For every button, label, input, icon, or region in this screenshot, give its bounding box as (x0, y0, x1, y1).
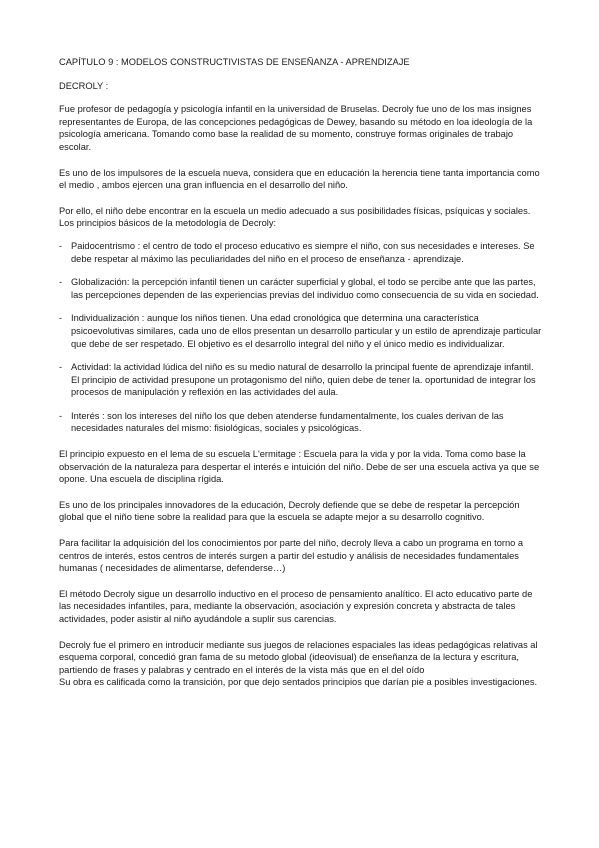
principles-list (59, 240, 544, 435)
list-item-individualizacion: - Individualización : aunque los niños tienen. Una edad cronológica que determina una característica psicoevolutivas similares, cada uno de ellos presentan un desarrollo particular y un estilo de aprendizaje particular que debe de ser respetado. El objetivo es el desarrollo integral del niño y el único medio es individualizar. (59, 312, 544, 350)
paragraph-biography: Fue profesor de pedagogía y psicología infantil en la universidad de Bruselas. Decroly fue uno de los mas insignes representantes de Europa, de las concepciones pedagógicas de Dewey, basando su método en loa ideología de la psicología americana. Tomando como base la realidad de su momento, construye formas originales de trabajo escolar. (59, 104, 533, 152)
paragraph-metodo-inductivo: El método Decroly sigue un desarrollo inductivo en el proceso de pensamiento analítico. El acto educativo parte de las necesidades infantiles, para, mediante la observación, asociación y expresión concreta y abstracta de tales actividades, poder asistir al niño ayudándole a suplir sus carencias. (59, 588, 533, 624)
list-item-actividad: - Actividad: la actividad lúdica del niño es su medio natural de desarrollo la principal fuente de aprendizaje infantil. El principio de actividad presupone un protagonismo del niño, quien debe de tener la. oportunidad de integrar los procesos de manipulación y reflexión en las actividades del aula. (59, 361, 544, 399)
paragraph-escuela-nueva: Es uno de los impulsores de la escuela nueva, considera que en educación la herencia tiene tanta importancia como el medio , ambos ejercen una gran influencia en el desarrollo del niño. (59, 167, 540, 191)
paragraph-lema-escuela: El principio expuesto en el lema de su escuela L'ermitage : Escuela para la vida y por la vida. Toma como base la observación de la naturaleza para despertar el interés e intuición del niño. Debe de ser una escuela activa ya que se opone. Una escuela de disciplina rígida. (59, 449, 540, 485)
list-item-paidocentrismo: - Paidocentrismo : el centro de todo el proceso educativo es siempre el niño, con sus necesidades e intereses. Se debe respetar al máximo las peculiaridades del niño en el proceso de enseñanza - aprendizaje. (59, 240, 544, 265)
paragraph-metodo-global: Decroly fue el primero en introducir mediante sus juegos de relaciones espaciales las ideas pedagógicas relativas al esquema corporal, concedió gran fama de su metodo global (ideovisual) de enseñanza de la lectura y escritura, partiendo de frases y palabras y centrado en el interés de la vista más que en el del oído (59, 639, 538, 675)
paragraph-centros-interes: Para facilitar la adquisición del los conocimientos por parte del niño, decroly lleva a cabo un programa en torno a centros de interés, estos centros de interés surgen a partir del estudio y análisis de necesidades fundamentales humanas ( necesidades de alimentarse, defenderse…) (59, 538, 524, 574)
paragraph-transicion: Su obra es calificada como la transición, por que dejo sentados principios que darían pie a posibles investigaciones. (59, 677, 538, 688)
principles-intro: Los principios básicos de la metodología de Decroly: (59, 218, 277, 229)
list-item-interes: - Interés : son los intereses del niño los que deben atenderse fundamentalmente, los cuales derivan de las necesidades naturales del mismo: fisiológicas, sociales y psicológicas. (59, 410, 544, 435)
paragraph-medio-adecuado: Por ello, el niño debe encontrar en la escuela un medio adecuado a sus posibilidades físicas, psíquicas y sociales. (59, 205, 531, 216)
list-item-globalizacion: - Globalización: la percepción infantil tienen un carácter superficial y global, el todo se percibe ante que las partes, las percepciones dependen de las experiencias previas del individuo como consecuencia de su vida en sociedad. (59, 276, 544, 301)
chapter-title: CAPÍTULO 9 : MODELOS CONSTRUCTIVISTAS DE ENSEÑANZA - APRENDIZAJE (59, 57, 410, 67)
paragraph-innovadores: Es uno de los principales innovadores de la educación, Decroly defiende que se debe de respetar la percepción global que el niño tiene sobre la realidad para que la escuela se adapte mejor a su desarrollo cognitivo. (59, 499, 520, 523)
author-heading: DECROLY : (59, 80, 109, 91)
